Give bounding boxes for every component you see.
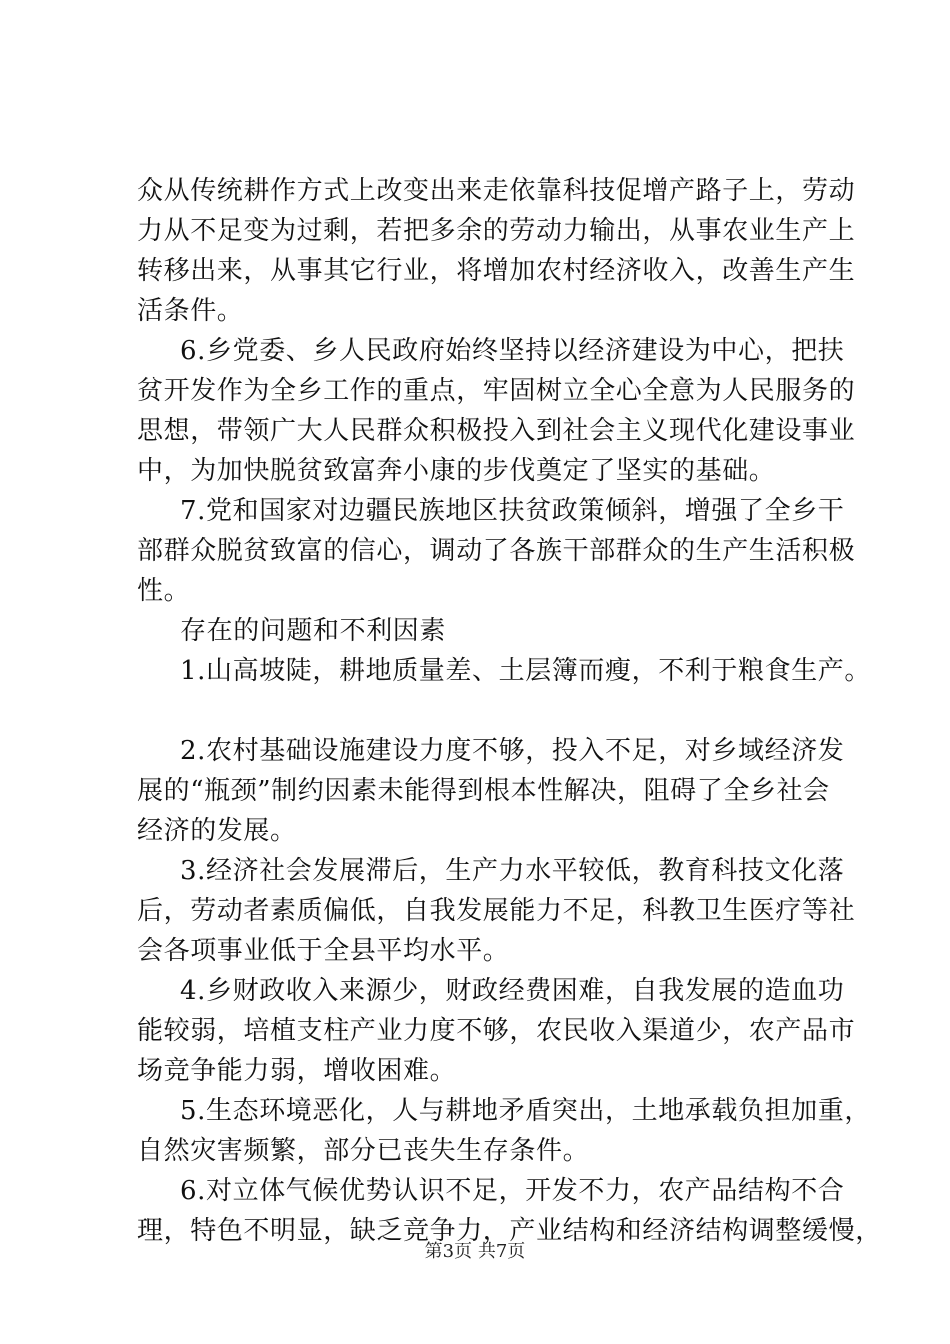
body-text-line: 展的“瓶颈”制约因素未能得到根本性解决，阻碍了全乡社会 — [137, 776, 830, 806]
body-text-line: 转移出来，从事其它行业，将增加农村经济收入，改善生产生 — [137, 256, 856, 286]
body-text-line: 中，为加快脱贫致富奔小康的步伐奠定了坚实的基础。 — [137, 456, 776, 486]
body-text-line: 部群众脱贫致富的信心，调动了各族干部群众的生产生活积极 — [137, 536, 856, 566]
section-heading: 存在的问题和不利因素 — [180, 616, 447, 646]
body-text-line: 场竞争能力弱，增收困难。 — [137, 1056, 457, 1086]
body-text-line: 理，特色不明显，缺乏竞争力，产业结构和经济结构调整缓慢， — [137, 1216, 882, 1246]
body-text-line: 后，劳动者素质偏低，自我发展能力不足，科教卫生医疗等社 — [137, 896, 856, 926]
body-text-line: 贫开发作为全乡工作的重点，牢固树立全心全意为人民服务的 — [137, 376, 856, 406]
body-text-line: 众从传统耕作方式上改变出来走依靠科技促增产路子上，劳动 — [137, 176, 856, 206]
body-text-line: 活条件。 — [137, 296, 244, 326]
body-text-line: 性。 — [137, 576, 191, 606]
body-text-line: 会各项事业低于全县平均水平。 — [137, 936, 510, 966]
body-text-line: 2.农村基础设施建设力度不够，投入不足，对乡域经济发 — [180, 736, 845, 766]
body-text-line: 5.生态环境恶化，人与耕地矛盾突出，土地承载负担加重， — [180, 1096, 872, 1126]
body-text-line: 1.山高坡陡，耕地质量差、土层簿而瘦，不利于粮食生产。 — [180, 656, 872, 686]
body-text-line: 3.经济社会发展滞后，生产力水平较低，教育科技文化落 — [180, 856, 845, 886]
body-text-line: 6.对立体气候优势认识不足，开发不力，农产品结构不合 — [180, 1176, 845, 1206]
body-text-line: 经济的发展。 — [137, 816, 297, 846]
body-text-line: 7.党和国家对边疆民族地区扶贫政策倾斜，增强了全乡干 — [180, 496, 845, 526]
body-text-line: 4.乡财政收入来源少，财政经费困难，自我发展的造血功 — [180, 976, 845, 1006]
page-number: 第3页 共7页 — [424, 1241, 526, 1262]
body-text-line: 6.乡党委、乡人民政府始终坚持以经济建设为中心，把扶 — [180, 336, 845, 366]
body-text-line: 思想，带领广大人民群众积极投入到社会主义现代化建设事业 — [137, 416, 856, 446]
body-text-line: 力从不足变为过剩，若把多余的劳动力输出，从事农业生产上 — [137, 216, 856, 246]
body-text-line: 自然灾害频繁，部分已丧失生存条件。 — [137, 1136, 590, 1166]
body-text-line: 能较弱，培植支柱产业力度不够，农民收入渠道少，农产品市 — [137, 1016, 856, 1046]
